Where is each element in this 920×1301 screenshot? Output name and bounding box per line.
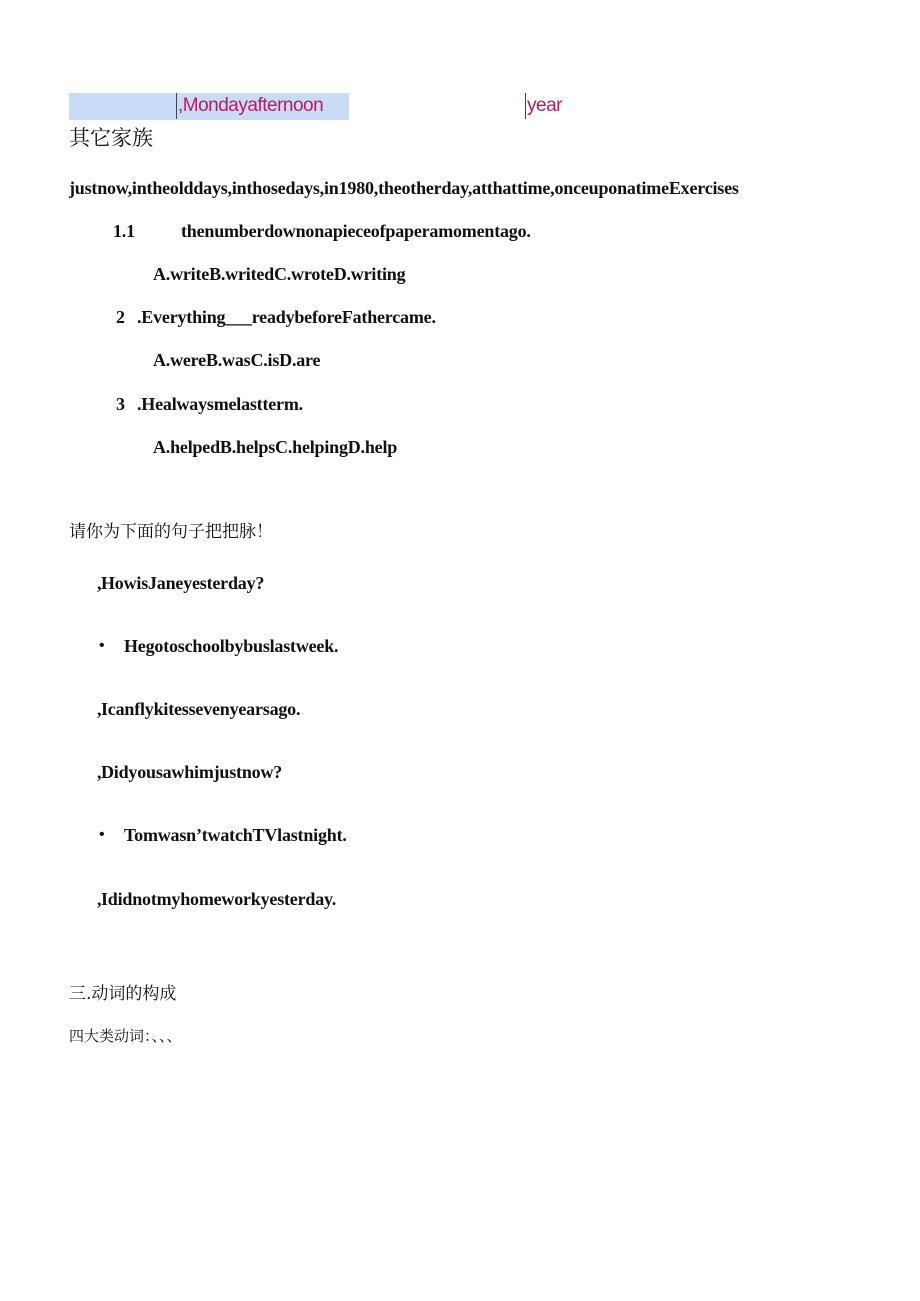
exercise-3-number: 3 bbox=[116, 394, 125, 414]
sentence-6-text: Ididnotmyhomeworkyesterday. bbox=[101, 889, 337, 909]
exercise-1-question: thenumberdownonapieceofpaperamomentago. bbox=[181, 221, 531, 241]
sentence-4-text: Didyousawhimjustnow? bbox=[101, 762, 283, 782]
header-year-text: year bbox=[527, 95, 562, 116]
text-caret bbox=[176, 93, 177, 119]
exercise-3-options: A.helpedB.helpsC.helpingD.help bbox=[153, 437, 398, 457]
verb-types-line: 四大类动词：、、、 bbox=[69, 1027, 182, 1045]
diagnose-title: 请你为下面的句子把把脉！ bbox=[69, 522, 273, 542]
sentence-3-text: Icanflykitessevenyearsago. bbox=[101, 699, 301, 719]
exercise-1-number: 1.1 bbox=[113, 221, 135, 241]
text-caret-year bbox=[525, 93, 526, 119]
verb-section-title: 三.动词的构成 bbox=[69, 984, 177, 1004]
sentence-5-text: Tomwasn’twatchTVlastnight. bbox=[124, 825, 347, 845]
exercise-1-options: A.writeB.writedC.wroteD.writing bbox=[153, 264, 406, 284]
sentence-2-text: Hegotoschoolbybuslastweek. bbox=[124, 636, 339, 656]
sentence-3-marker: , bbox=[97, 699, 102, 719]
sentence-4-marker: , bbox=[97, 762, 102, 782]
sentence-6-marker: , bbox=[97, 889, 102, 909]
sentence-5-bullet: • bbox=[99, 826, 105, 843]
exercise-2-options: A.wereB.wasC.isD.are bbox=[153, 350, 321, 370]
exercise-2-number: 2 bbox=[116, 307, 125, 327]
sentence-1-text: HowisJaneyesterday? bbox=[101, 573, 265, 593]
exercise-2-question: .Everything___readybeforeFathercame. bbox=[137, 307, 436, 327]
time-words-line: justnow,intheolddays,inthosedays,in1980,theotherday,atthattime,onceuponatimeExercises bbox=[69, 178, 739, 198]
section-title: 其它家族 bbox=[69, 126, 153, 150]
sentence-1-marker: , bbox=[97, 573, 102, 593]
exercise-3-question: .Healwaysmelastterm. bbox=[137, 394, 303, 414]
header-highlight-text: ,Mondayafternoon bbox=[178, 95, 324, 116]
sentence-2-bullet: • bbox=[99, 637, 105, 654]
